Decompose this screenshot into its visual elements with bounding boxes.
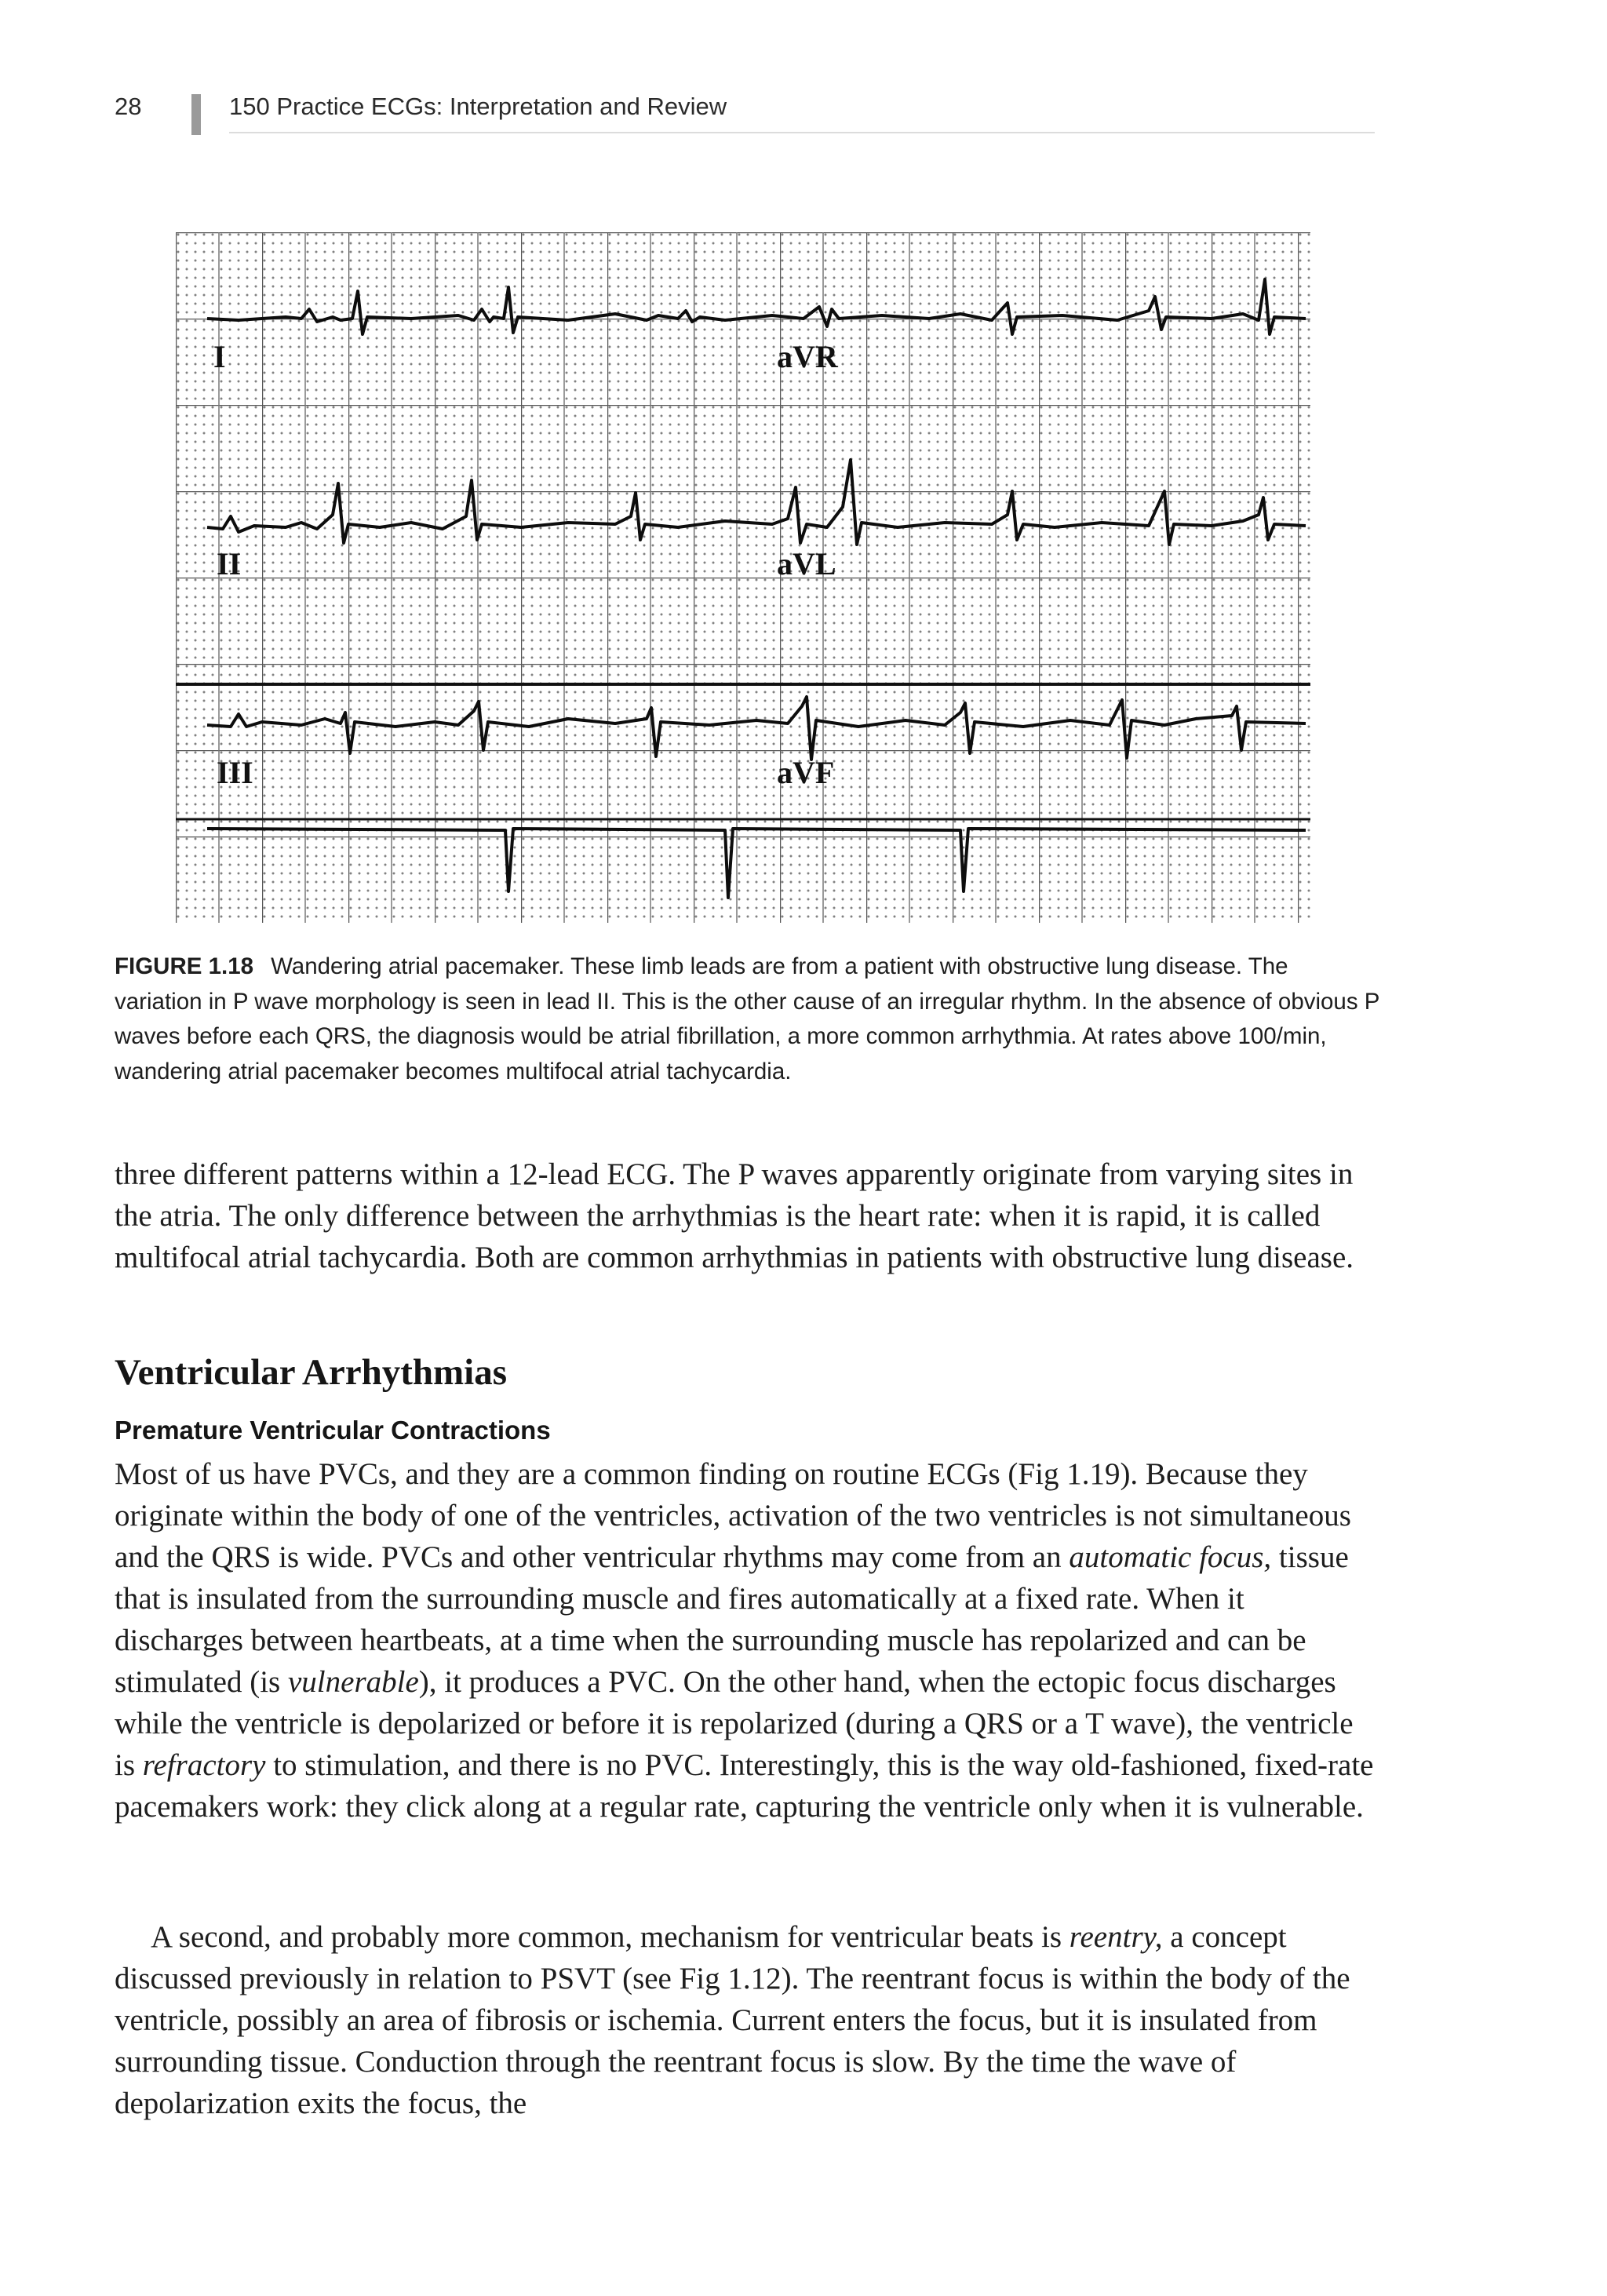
ecg-figure	[176, 232, 1310, 923]
text-run: to stimulation, and there is no PVC. Interestingly, this is the way old-fashioned, fixed-rate pacemakers work: they click along at a regular rate, capturing the ventricle only when it is vulnerable.	[115, 1748, 1374, 1824]
italic-term: reentry,	[1069, 1920, 1163, 1954]
italic-term: refractory	[142, 1748, 266, 1782]
body-paragraph: three different patterns within a 12-lead ECG. The P waves apparently originate from varying sites in the atria. The only difference between the arrhythmias is the heart rate: when it is rapid, it is called multifocal atrial tachycardia. Both are common arrhythmias in patients with obstructive lung disease.	[115, 1157, 1354, 1274]
page-number: 28	[115, 93, 142, 120]
figure-caption-text: Wandering atrial pacemaker. These limb leads are from a patient with obstructive lung disease. The variation in P wave morphology is seen in lead II. This is the other cause of an irregular rhythm. In the absence of obvious P waves before each QRS, the diagnosis would be atrial fibrillation, a more common arrhythmia. At rates above 100/min, wandering atrial pacemaker becomes multifocal atrial tachycardia.	[115, 953, 1379, 1084]
text-run: a concept discussed previously in relation to PSVT (see Fig 1.12). The reentrant focus is within the body of the ventricle, possibly an area of fibrosis or ischemia. Current enters the focus, but it is insulated from surrounding tissue. Conduction through the reentrant focus is slow. By the time the wave of depolarization exits the focus, the	[115, 1920, 1350, 2120]
running-header	[115, 88, 1375, 140]
body-paragraph	[115, 1916, 1379, 2124]
running-title: 150 Practice ECGs: Interpretation and Review	[229, 93, 727, 120]
italic-term: vulnerable	[287, 1665, 419, 1699]
lead-label-I: I	[213, 339, 226, 374]
lead-label-aVF: aVF	[777, 755, 835, 790]
lead-label-II: II	[217, 546, 242, 581]
figure-caption-label: FIGURE 1.18	[115, 953, 254, 979]
subsection-heading: Premature Ventricular Contractions	[115, 1416, 551, 1445]
lead-label-III: III	[217, 755, 253, 790]
text-run: tissue that is insulated from the surrounding muscle and fires automatically at a fixed rate. When it discharges between heartbeats, at a time when the surrounding muscle has repolarized and can be stimulated (is	[115, 1540, 1349, 1699]
header-bar	[191, 94, 201, 135]
lead-label-aVL: aVL	[777, 546, 836, 581]
section-heading: Ventricular Arrhythmias	[115, 1352, 508, 1393]
text-run: ), it produces a PVC. On the other hand, when the ectopic focus discharges while the ventricle is depolarized or before it is repolarized (during a QRS or a T wave), the ventricle is	[115, 1665, 1354, 1782]
body-paragraph	[115, 1453, 1379, 1828]
header-rule	[229, 132, 1375, 133]
lead-label-aVR: aVR	[777, 339, 838, 374]
ecg-strip	[176, 232, 1310, 923]
figure-caption	[115, 949, 1379, 1089]
italic-term: automatic focus,	[1069, 1540, 1272, 1574]
text-run: A second, and probably more common, mechanism for ventricular beats is	[151, 1920, 1070, 1954]
text-run: Most of us have PVCs, and they are a common finding on routine ECGs (Fig 1.19). Because they originate within the body of one of the ventricles, activation of the two ventricles is not simultaneous and the QRS is wide. PVCs and other ventricular rhythms may come from an	[115, 1457, 1351, 1574]
